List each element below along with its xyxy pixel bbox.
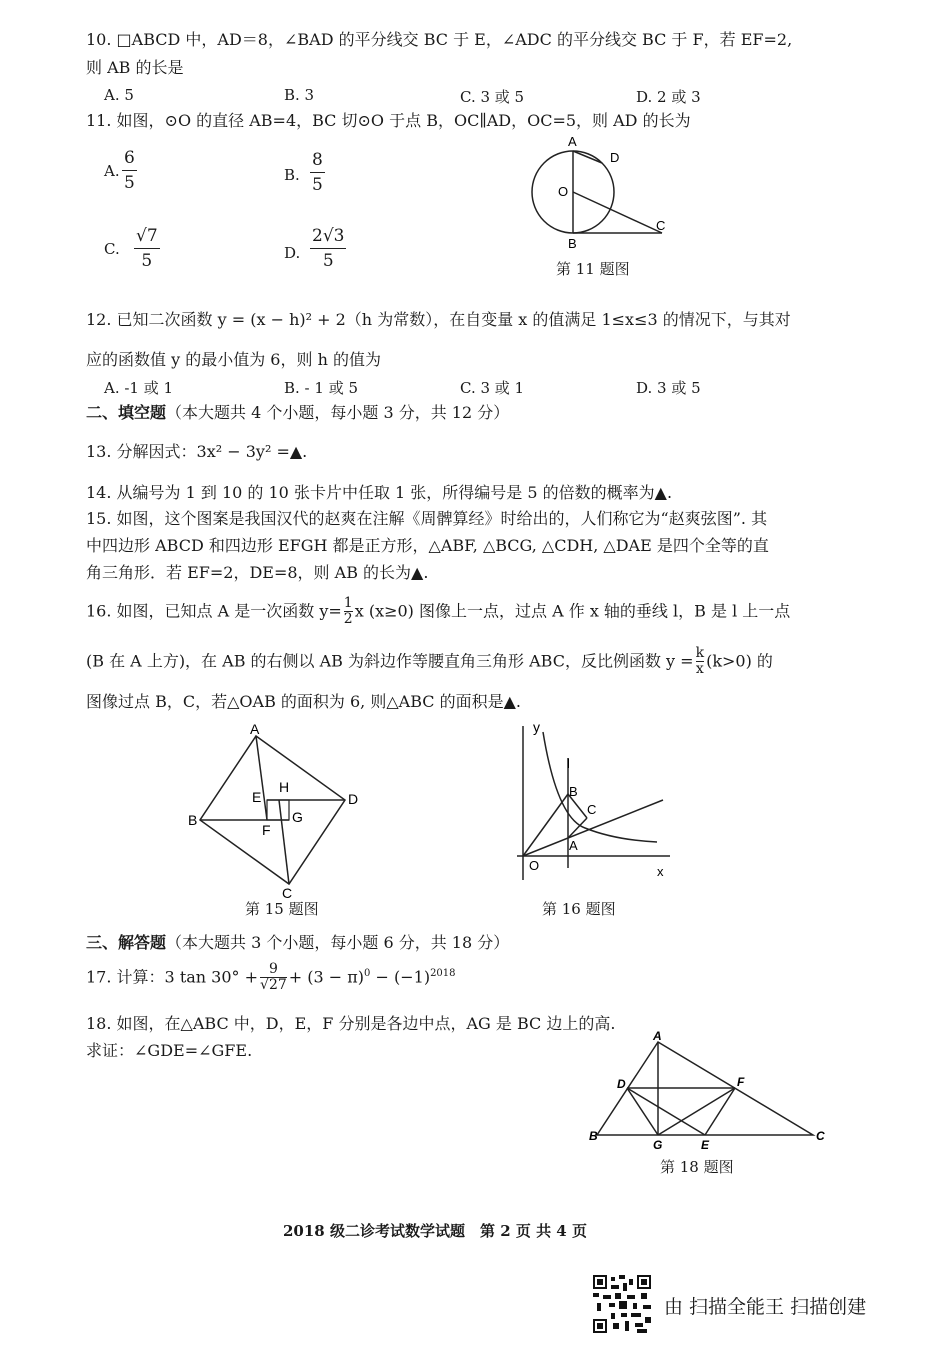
q16-fraction-half [344, 596, 353, 628]
q15-line2: 中四边形 ABCD 和四边形 EFGH 都是正方形，△ABF, △BCG, △CDH, △DAE 是四个全等的直 [86, 536, 769, 555]
square-abcd [200, 736, 345, 884]
q15-line3: 角三角形．若 EF=2，DE=8，则 AB 的长为▲. [86, 563, 429, 582]
q14-text: 14. 从编号为 1 到 10 的 10 张卡片中任取 1 张，所得编号是 5 的倍数的概率为▲. [86, 483, 673, 502]
q17-expression [86, 962, 456, 994]
segment-ch [279, 800, 289, 884]
segment-fg [658, 1088, 735, 1135]
section2-desc: （本大题共 4 个小题，每小题 3 分，共 12 分） [166, 403, 510, 422]
q10-line2: 则 AB 的长是 [86, 58, 184, 77]
q18-figure [585, 1030, 835, 1155]
fraction-denominator: 5 [312, 175, 323, 195]
scanner-watermark-text: 由 扫描全能王 扫描创建 [664, 1296, 867, 1318]
section3-header [86, 933, 509, 952]
fraction-bar [310, 248, 346, 249]
point-label-c: C [282, 885, 293, 900]
q15-line1: 15. 如图，这个图案是我国汉代的赵爽在注解《周髀算经》时给出的，人们称它为“赵爽弦图”. 其 [86, 509, 768, 528]
point-label-d: D [348, 791, 359, 807]
q11-fraction-c [134, 226, 160, 271]
segment-oc [573, 192, 662, 233]
q12-option-d: D. 3 或 5 [636, 379, 701, 397]
point-label-o: O [529, 858, 540, 873]
fraction-denominator: 5 [322, 251, 334, 271]
fraction-bar [134, 248, 160, 249]
fraction-numerator: 2√3 [312, 226, 345, 246]
fraction-denominator: 5 [141, 251, 153, 271]
q15-caption: 第 15 题图 [245, 900, 319, 918]
q18-line1: 18. 如图，在△ABC 中，D，E，F 分别是各边中点，AG 是 BC 边上的高. [86, 1014, 616, 1033]
segment-dg [627, 1088, 658, 1135]
q12-line2: 应的函数值 y 的最小值为 6，则 h 的值为 [86, 350, 381, 369]
fraction-denominator: 2 [343, 611, 353, 628]
q11-figure [520, 130, 680, 255]
q18-caption: 第 18 题图 [660, 1158, 734, 1176]
section3-title: 三、解答题 [86, 933, 167, 952]
page-footer: 2018 级二诊考试数学试题 第 2 页 共 4 页 [283, 1222, 587, 1240]
q11-label-c: C. [104, 240, 120, 258]
line-label-l: l [567, 756, 570, 771]
q16-line1-end: x (x≥0) 图像上一点，过点 A 作 x 轴的垂线 l，B 是 l 上一点 [354, 601, 791, 621]
section2-header [86, 403, 509, 422]
point-label-d: D [610, 150, 620, 165]
q17-fraction [260, 962, 287, 994]
axis-label-x: x [657, 864, 664, 879]
point-label-h: H [279, 779, 290, 795]
point-label-a: A [568, 134, 577, 149]
q16-line1-start: 16. 如图，已知点 A 是一次函数 y= [86, 601, 342, 621]
q11-label-a: A. [104, 162, 120, 180]
q17-exponent-2018: 2018 [430, 968, 456, 980]
point-label-g: G [653, 1138, 663, 1152]
segment-ad [573, 151, 602, 163]
fraction-numerator: 1 [343, 595, 353, 611]
q11-fraction-a [122, 148, 137, 193]
point-label-c: C [816, 1129, 825, 1143]
point-label-e: E [701, 1138, 710, 1152]
q10-line1: 10. □ABCD 中，AD＝8，∠BAD 的平分线交 BC 于 E，∠ADC 的平分线交 BC 于 F，若 EF=2, [86, 30, 793, 49]
point-label-o: O [558, 184, 569, 199]
q17-prefix: 17. 计算： [86, 967, 165, 987]
qr-code-icon [593, 1275, 651, 1333]
point-label-a: A [569, 838, 578, 853]
point-label-a: A [653, 1030, 662, 1043]
q16-line2 [86, 646, 773, 678]
point-label-e: E [252, 789, 262, 805]
q10-option-a: A. 5 [104, 86, 134, 104]
q17-term-tan: 3 tan 30° + [164, 967, 259, 987]
point-label-g: G [292, 809, 303, 825]
q16-line3: 图像过点 B，C，若△OAB 的面积为 6, 则△ABC 的面积是▲. [86, 692, 521, 711]
point-label-d: D [617, 1077, 626, 1091]
q11-caption: 第 11 题图 [556, 260, 630, 278]
q16-line2-start: (B 在 A 上方)，在 AB 的右侧以 AB 为斜边作等腰直角三角形 ABC，反比例函数 y = [86, 651, 694, 671]
q17-exponent-zero: 0 [364, 968, 371, 980]
fraction-denominator: x [695, 661, 704, 678]
segment-fe [705, 1088, 735, 1135]
point-label-b: B [589, 1129, 598, 1143]
point-label-a: A [250, 721, 260, 737]
q12-option-b: B. - 1 或 5 [284, 379, 359, 397]
q16-line2-end: (k>0) 的 [706, 651, 773, 671]
fraction-denominator: √27 [260, 977, 287, 994]
point-label-b: B [568, 236, 577, 251]
fraction-denominator: 5 [124, 173, 135, 193]
fraction-bar [310, 172, 325, 173]
q12-option-a: A. -1 或 1 [104, 379, 174, 397]
point-label-c: C [656, 218, 666, 233]
q18-line2: 求证：∠GDE=∠GFE. [86, 1041, 253, 1060]
segment-de [627, 1088, 705, 1135]
section3-desc: （本大题共 3 个小题，每小题 6 分，共 18 分） [166, 933, 510, 952]
q16-fraction-k-over-x [696, 646, 704, 678]
point-label-b: B [188, 812, 198, 828]
point-label-b: B [569, 784, 578, 799]
q16-figure [505, 718, 680, 883]
fraction-numerator: k [695, 645, 705, 661]
q17-term-neg-one: − (−1) [370, 967, 431, 987]
point-label-f: F [737, 1075, 745, 1089]
q17-term-pi: + (3 − π) [288, 967, 365, 987]
q16-line1 [86, 596, 790, 628]
section2-title: 二、填空题 [86, 403, 167, 422]
q11-label-b: B. [284, 166, 300, 184]
q10-option-c: C. 3 或 5 [460, 88, 525, 106]
q11-stem: 11. 如图，⊙O 的直径 AB=4，BC 切⊙O 于点 B，OC∥AD，OC=5，则 AD 的长为 [86, 111, 691, 130]
fraction-numerator: 8 [312, 150, 323, 170]
q11-fraction-d [310, 226, 346, 271]
q11-fraction-b [310, 150, 325, 195]
fraction-numerator: √7 [136, 226, 158, 246]
fraction-bar [122, 170, 137, 171]
q12-line1: 12. 已知二次函数 y = (x − h)² + 2（h 为常数），在自变量 x 的值满足 1≤x≤3 的情况下，与其对 [86, 310, 791, 329]
fraction-numerator: 9 [268, 961, 278, 977]
q12-option-c: C. 3 或 1 [460, 379, 525, 397]
q10-option-b: B. 3 [284, 86, 315, 104]
segment-af [256, 736, 267, 820]
q11-label-d: D. [284, 244, 301, 262]
q15-figure [180, 720, 380, 900]
square-efgh [267, 800, 289, 820]
q13-text: 13. 分解因式：3x² − 3y² =▲. [86, 442, 308, 461]
point-label-c: C [587, 802, 597, 817]
fraction-numerator: 6 [124, 148, 135, 168]
q16-caption: 第 16 题图 [542, 900, 616, 918]
point-label-f: F [262, 822, 271, 838]
axis-label-y: y [533, 719, 540, 735]
q10-option-d: D. 2 或 3 [636, 88, 701, 106]
